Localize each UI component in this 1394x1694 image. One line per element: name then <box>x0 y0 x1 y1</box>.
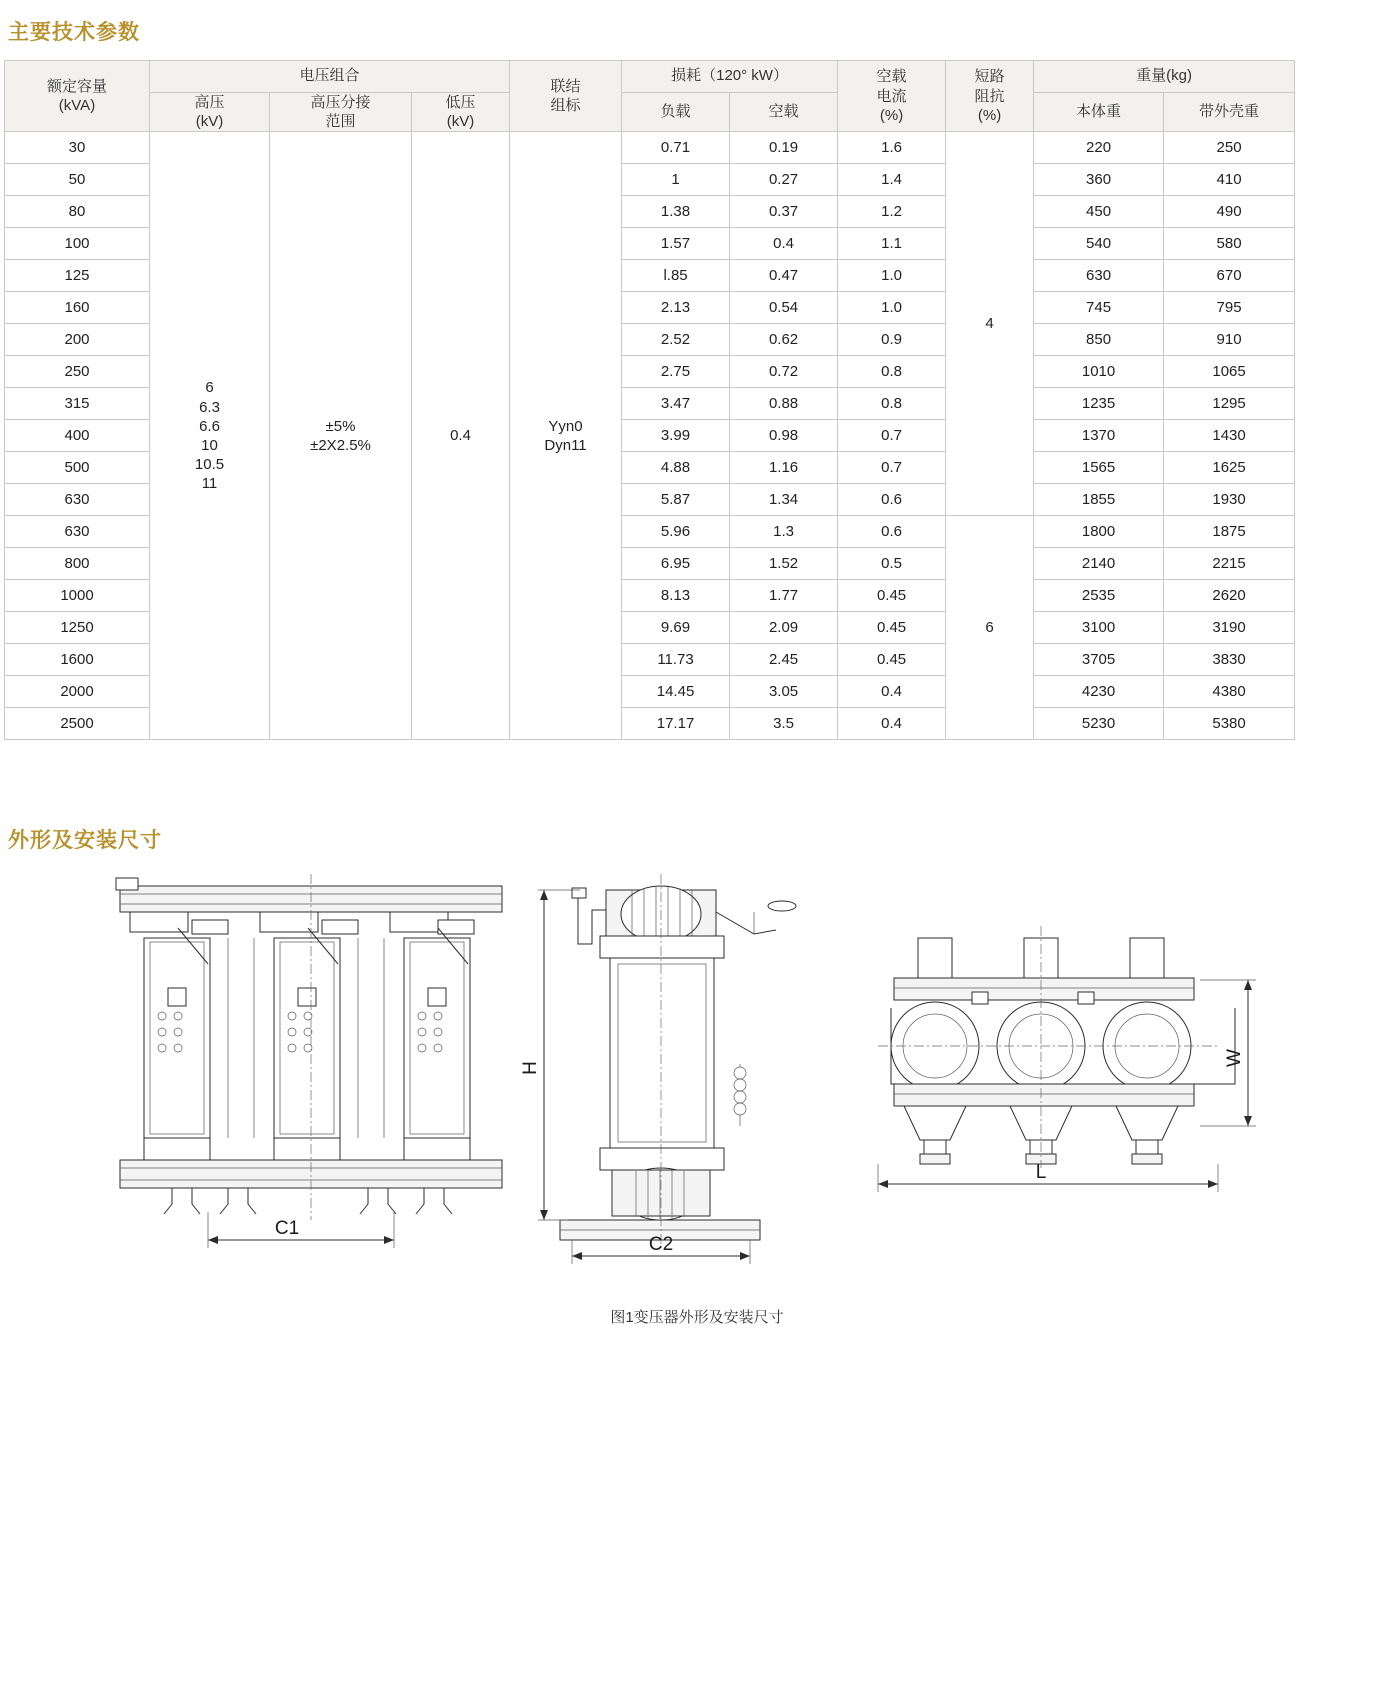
cell-case-weight: 1065 <box>1164 356 1295 388</box>
cell-current: 1.2 <box>838 196 946 228</box>
cell-load: 5.96 <box>622 516 730 548</box>
cell-load: 2.52 <box>622 324 730 356</box>
cell-capacity: 160 <box>5 292 150 324</box>
cell-noload: 0.27 <box>730 164 838 196</box>
cell-capacity: 2500 <box>5 708 150 740</box>
th-hv-tap-line1: 高压分接 <box>310 94 371 111</box>
cell-load: 5.87 <box>622 484 730 516</box>
cell-capacity: 2000 <box>5 676 150 708</box>
cell-body-weight: 540 <box>1034 228 1164 260</box>
cell-case-weight: 250 <box>1164 132 1295 164</box>
cell-current: 0.7 <box>838 420 946 452</box>
cell-load: 17.17 <box>622 708 730 740</box>
page-title-dimensions: 外形及安装尺寸 <box>8 829 162 853</box>
th-voltage-combo: 电压组合 <box>150 61 510 93</box>
table-body <box>5 132 1295 740</box>
technical-parameters-table <box>4 60 1295 740</box>
th-rated-capacity-line1: 额定容量 <box>46 78 107 95</box>
figure-caption: 图1变压器外形及安装尺寸 <box>610 1309 784 1327</box>
cell-body-weight: 630 <box>1034 260 1164 292</box>
th-rated-capacity-line2: (kVA) <box>58 97 96 115</box>
th-case-weight: 带外壳重 <box>1164 93 1295 132</box>
cell-current: 0.8 <box>838 356 946 388</box>
hv-line-6: 11 <box>201 475 218 493</box>
cell-case-weight: 410 <box>1164 164 1295 196</box>
th-noload-current-line1: 空载 <box>876 68 907 86</box>
cell-body-weight: 2140 <box>1034 548 1164 580</box>
cell-load: 4.88 <box>622 452 730 484</box>
cell-case-weight: 2620 <box>1164 580 1295 612</box>
cell-load: 9.69 <box>622 612 730 644</box>
cell-noload: 1.3 <box>730 516 838 548</box>
cell-current: 0.45 <box>838 580 946 612</box>
cell-impedance-group-1: 4 <box>946 132 1034 516</box>
side-view <box>520 874 796 1264</box>
cell-capacity: 1000 <box>5 580 150 612</box>
cell-body-weight: 2535 <box>1034 580 1164 612</box>
th-impedance-line3: (%) <box>977 106 1002 124</box>
transformer-outline-svg <box>32 868 1362 1288</box>
cell-current: 1.4 <box>838 164 946 196</box>
cell-load: 3.99 <box>622 420 730 452</box>
cell-lv-merged: 0.4 <box>412 132 510 740</box>
cell-noload: 0.62 <box>730 324 838 356</box>
cell-capacity: 1600 <box>5 644 150 676</box>
page-root <box>0 16 1394 1327</box>
cell-capacity: 800 <box>5 548 150 580</box>
cell-case-weight: 2215 <box>1164 548 1295 580</box>
tap-line-2: ±2X2.5% <box>310 436 371 454</box>
cell-current: 1.1 <box>838 228 946 260</box>
table-head <box>5 61 1295 132</box>
cell-case-weight: 670 <box>1164 260 1295 292</box>
th-noload: 空载 <box>730 93 838 132</box>
cell-capacity: 315 <box>5 388 150 420</box>
th-connection-line1: 联结 <box>550 78 581 95</box>
cell-current: 0.9 <box>838 324 946 356</box>
cell-current: 0.5 <box>838 548 946 580</box>
cell-capacity: 50 <box>5 164 150 196</box>
th-impedance-line1: 短路 <box>974 68 1005 86</box>
header-row-1 <box>5 61 1295 93</box>
cell-noload: 3.5 <box>730 708 838 740</box>
cell-body-weight: 3100 <box>1034 612 1164 644</box>
cell-body-weight: 3705 <box>1034 644 1164 676</box>
front-view <box>116 874 502 1248</box>
cell-body-weight: 5230 <box>1034 708 1164 740</box>
cell-noload: 2.09 <box>730 612 838 644</box>
th-connection-line2: 组标 <box>550 97 581 115</box>
cell-noload: 1.34 <box>730 484 838 516</box>
cell-noload: 0.47 <box>730 260 838 292</box>
cell-load: 2.13 <box>622 292 730 324</box>
cell-current: 0.7 <box>838 452 946 484</box>
cell-current: 0.4 <box>838 708 946 740</box>
tap-line-1: ±5% <box>325 417 356 435</box>
cell-noload: 3.05 <box>730 676 838 708</box>
cell-load: 14.45 <box>622 676 730 708</box>
cell-current: 0.8 <box>838 388 946 420</box>
cell-current: 0.6 <box>838 516 946 548</box>
connection-line-2: Dyn11 <box>544 436 587 454</box>
cell-load: 0.71 <box>622 132 730 164</box>
th-lv-line2: (kV) <box>446 113 475 131</box>
cell-case-weight: 1295 <box>1164 388 1295 420</box>
th-load: 负载 <box>622 93 730 132</box>
cell-case-weight: 1930 <box>1164 484 1295 516</box>
cell-connection-merged <box>510 132 622 740</box>
cell-noload: 1.16 <box>730 452 838 484</box>
cell-body-weight: 220 <box>1034 132 1164 164</box>
cell-current: 1.0 <box>838 260 946 292</box>
cell-body-weight: 1010 <box>1034 356 1164 388</box>
cell-capacity: 630 <box>5 516 150 548</box>
th-hv-tap-line2: 范围 <box>325 113 356 131</box>
cell-capacity: 250 <box>5 356 150 388</box>
cell-capacity: 400 <box>5 420 150 452</box>
cell-current: 0.45 <box>838 612 946 644</box>
hv-line-3: 6.6 <box>199 417 220 435</box>
cell-capacity: 200 <box>5 324 150 356</box>
table-row <box>5 132 1295 164</box>
hv-line-5: 10.5 <box>194 456 225 474</box>
cell-noload: 1.52 <box>730 548 838 580</box>
cell-case-weight: 5380 <box>1164 708 1295 740</box>
page-title-params: 主要技术参数 <box>8 21 140 44</box>
cell-current: 0.4 <box>838 676 946 708</box>
th-weight: 重量(kg) <box>1034 61 1295 93</box>
cell-noload: 0.98 <box>730 420 838 452</box>
cell-load: 3.47 <box>622 388 730 420</box>
cell-noload: 0.54 <box>730 292 838 324</box>
hv-line-2: 6.3 <box>199 398 220 416</box>
cell-capacity: 100 <box>5 228 150 260</box>
th-lv <box>412 93 510 132</box>
cell-body-weight: 4230 <box>1034 676 1164 708</box>
th-lv-line1: 低压 <box>445 94 476 111</box>
cell-body-weight: 450 <box>1034 196 1164 228</box>
cell-case-weight: 3830 <box>1164 644 1295 676</box>
cell-body-weight: 745 <box>1034 292 1164 324</box>
cell-case-weight: 490 <box>1164 196 1295 228</box>
cell-impedance-group-2: 6 <box>946 516 1034 740</box>
cell-load: 8.13 <box>622 580 730 612</box>
cell-case-weight: 580 <box>1164 228 1295 260</box>
cell-noload: 0.88 <box>730 388 838 420</box>
transformer-drawing <box>0 868 1394 1327</box>
th-rated-capacity <box>5 61 150 132</box>
cell-load: 1.38 <box>622 196 730 228</box>
cell-noload: 0.4 <box>730 228 838 260</box>
cell-capacity: 30 <box>5 132 150 164</box>
th-impedance-line2: 阻抗 <box>974 87 1005 105</box>
cell-current: 0.45 <box>838 644 946 676</box>
cell-body-weight: 1565 <box>1034 452 1164 484</box>
cell-load: 6.95 <box>622 548 730 580</box>
th-noload-current-line3: (%) <box>879 106 904 124</box>
cell-case-weight: 910 <box>1164 324 1295 356</box>
cell-noload: 1.77 <box>730 580 838 612</box>
dim-label-l: L <box>1035 1162 1047 1184</box>
th-hv-line2: (kV) <box>195 113 224 131</box>
connection-line-1: Yyn0 <box>548 417 583 435</box>
th-hv <box>150 93 270 132</box>
th-losses: 损耗（120° kW） <box>622 61 838 93</box>
hv-line-1: 6 <box>205 379 214 397</box>
cell-capacity: 500 <box>5 452 150 484</box>
th-body-weight: 本体重 <box>1034 93 1164 132</box>
cell-load: l.85 <box>622 260 730 292</box>
cell-capacity: 80 <box>5 196 150 228</box>
dim-label-h: H <box>520 1061 541 1076</box>
cell-case-weight: 1625 <box>1164 452 1295 484</box>
th-connection <box>510 61 622 132</box>
cell-load: 11.73 <box>622 644 730 676</box>
cell-body-weight: 1800 <box>1034 516 1164 548</box>
th-hv-line1: 高压 <box>194 94 225 111</box>
cell-case-weight: 4380 <box>1164 676 1295 708</box>
cell-body-weight: 360 <box>1034 164 1164 196</box>
dim-label-c1: C1 <box>274 1218 300 1240</box>
cell-case-weight: 1875 <box>1164 516 1295 548</box>
cell-case-weight: 3190 <box>1164 612 1295 644</box>
th-hv-tap <box>270 93 412 132</box>
cell-noload: 0.37 <box>730 196 838 228</box>
cell-noload: 0.19 <box>730 132 838 164</box>
cell-hv-tap-merged <box>270 132 412 740</box>
cell-body-weight: 1855 <box>1034 484 1164 516</box>
th-impedance <box>946 61 1034 132</box>
cell-case-weight: 1430 <box>1164 420 1295 452</box>
dim-label-c2: C2 <box>648 1234 674 1256</box>
hv-line-4: 10 <box>201 436 218 454</box>
th-noload-current-line2: 电流 <box>876 87 907 105</box>
cell-body-weight: 1235 <box>1034 388 1164 420</box>
dim-label-w: W <box>1224 1049 1245 1068</box>
cell-load: 1.57 <box>622 228 730 260</box>
cell-capacity: 630 <box>5 484 150 516</box>
cell-capacity: 1250 <box>5 612 150 644</box>
cell-current: 0.6 <box>838 484 946 516</box>
cell-hv-merged <box>150 132 270 740</box>
cell-case-weight: 795 <box>1164 292 1295 324</box>
cell-body-weight: 850 <box>1034 324 1164 356</box>
cell-capacity: 125 <box>5 260 150 292</box>
cell-current: 1.0 <box>838 292 946 324</box>
cell-noload: 2.45 <box>730 644 838 676</box>
cell-noload: 0.72 <box>730 356 838 388</box>
header-row-2 <box>5 93 1295 132</box>
cell-body-weight: 1370 <box>1034 420 1164 452</box>
th-noload-current <box>838 61 946 132</box>
cell-load: 2.75 <box>622 356 730 388</box>
cell-current: 1.6 <box>838 132 946 164</box>
top-view <box>878 926 1256 1192</box>
cell-load: 1 <box>622 164 730 196</box>
